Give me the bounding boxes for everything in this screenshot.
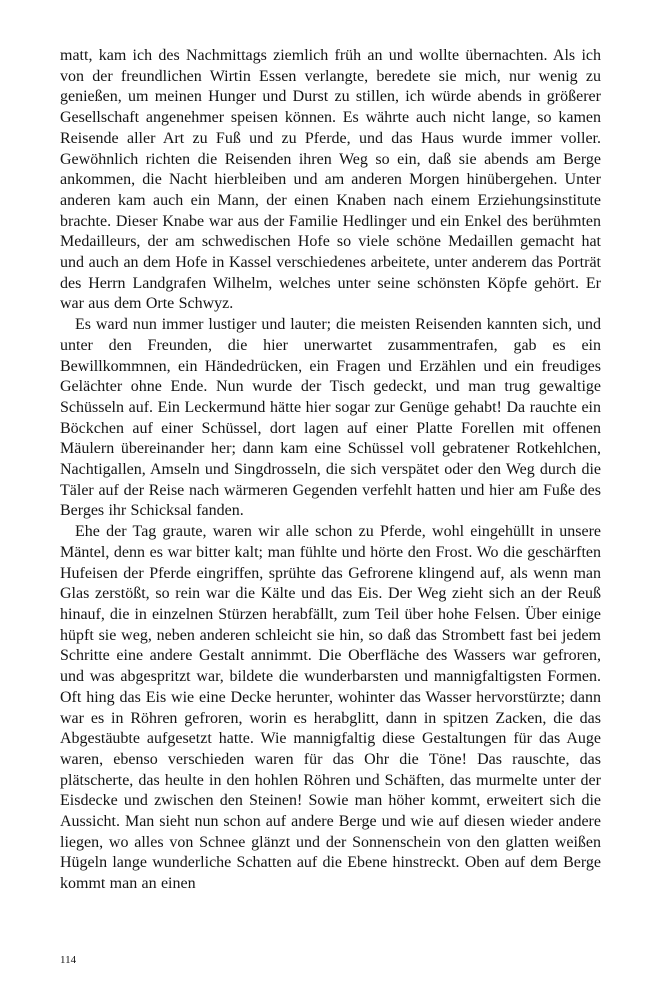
paragraph: matt, kam ich des Nachmittags ziemlich früh an und wollte übernachten. Als ich von der freundlichen Wirtin Essen verlangte, beredete sie mich, nur wenig zu genießen, um meinen Hunger und Durst zu stillen, ich würde abends in größerer Gesellschaft angenehmer speisen können. Es währte auch nicht lange, so kamen Reisende aller Art zu Fuß und zu Pferde, und das Haus wurde immer voller. Gewöhnlich richten die Reisenden ihren Weg so ein, daß sie abends am Berge ankommen, die Nacht hierbleiben und am anderen Morgen hinübergehen. Unter anderen kam auch ein Mann, der einen Knaben nach einem Erziehungsinstitute brachte. Dieser Knabe war aus der Familie Hedlinger und ein Enkel des berühmten Medailleurs, der am schwedischen Hofe so viele schöne Medaillen gemacht hat und auch an dem Hofe in Kassel verschiedenes arbeitete, unter anderem das Porträt des Herrn Landgrafen Wilhelm, welches unter seine schönsten Köpfe gehört. Er war aus dem Orte Schwyz. bbox=[60, 47, 601, 313]
page-number: 114 bbox=[60, 954, 77, 966]
text-block bbox=[60, 46, 601, 895]
paragraph: Es ward nun immer lustiger und lauter; die meisten Reisenden kannten sich, und unter den Freunden, die hier unerwartet zusammentrafen, gab es ein Bewillkommnen, ein Händedrücken, ein Fragen und Erzählen und ein freudiges Gelächter ohne Ende. Nun wurde der Tisch gedeckt, und man trug gewaltige Schüsseln auf. Ein Leckermund hätte hier sogar zur Genüge gehabt! Da rauchte ein Böckchen auf einer Schüssel, dort lagen auf einer Platte Forellen mit offenen Mäulern übereinander her; dann kam eine Schüssel voll gebratener Rotkehlchen, Nachtigallen, Amseln und Singdrosseln, die sich verspätet oder den Weg durch die Täler auf der Reise nach wärmeren Gegenden verfehlt hatten und hier am Fuße des Berges ihr Schicksal fanden. bbox=[60, 316, 601, 520]
paragraph: Ehe der Tag graute, waren wir alle schon zu Pferde, wohl eingehüllt in unsere Mäntel, denn es war bitter kalt; man fühlte und hörte den Frost. Wo die geschärften Hufeisen der Pferde eingriffen, sprühte das Gefrorene klingend auf, als wenn man Glas zerstößt, so rein war die Kälte und das Eis. Der Weg zieht sich an der Reuß hinauf, die in einzelnen Stürzen herabfällt, zum Teil über hohe Felsen. Über einige hüpft sie weg, neben anderen schleicht sie hin, so daß das Strombett fast bei jedem Schritte eine andere Gestalt annimmt. Die Oberfläche des Wassers war gefroren, und was abgespritzt war, bildete die wunderbarsten und mannigfaltigsten Formen. Oft hing das Eis wie eine Decke herunter, wohinter das Wasser hervorstürzte; dann war es in Röhren gefroren, worin es herabglitt, dann in spitzen Zacken, die das Abgestäubte aufgesetzt hatte. Wie mannigfaltig diese Gestaltungen für das Auge waren, ebenso verschieden waren für das Ohr die Töne! Das rauschte, das plätscherte, das heulte in den hohlen Röhren und Schäften, das murmelte unter der Eisdecke und zwischen den Steinen! Sowie man höher kommt, erweitert sich die Aussicht. Man sieht nun schon auf andere Berge und wie auf diesen wieder andere liegen, wo alles von Schnee glänzt und der Sonnenschein von den glatten weißen Hügeln lange wunderliche Schatten auf die Ebene hinstreckt. Oben auf dem Berge kommt man an einen bbox=[60, 523, 601, 893]
